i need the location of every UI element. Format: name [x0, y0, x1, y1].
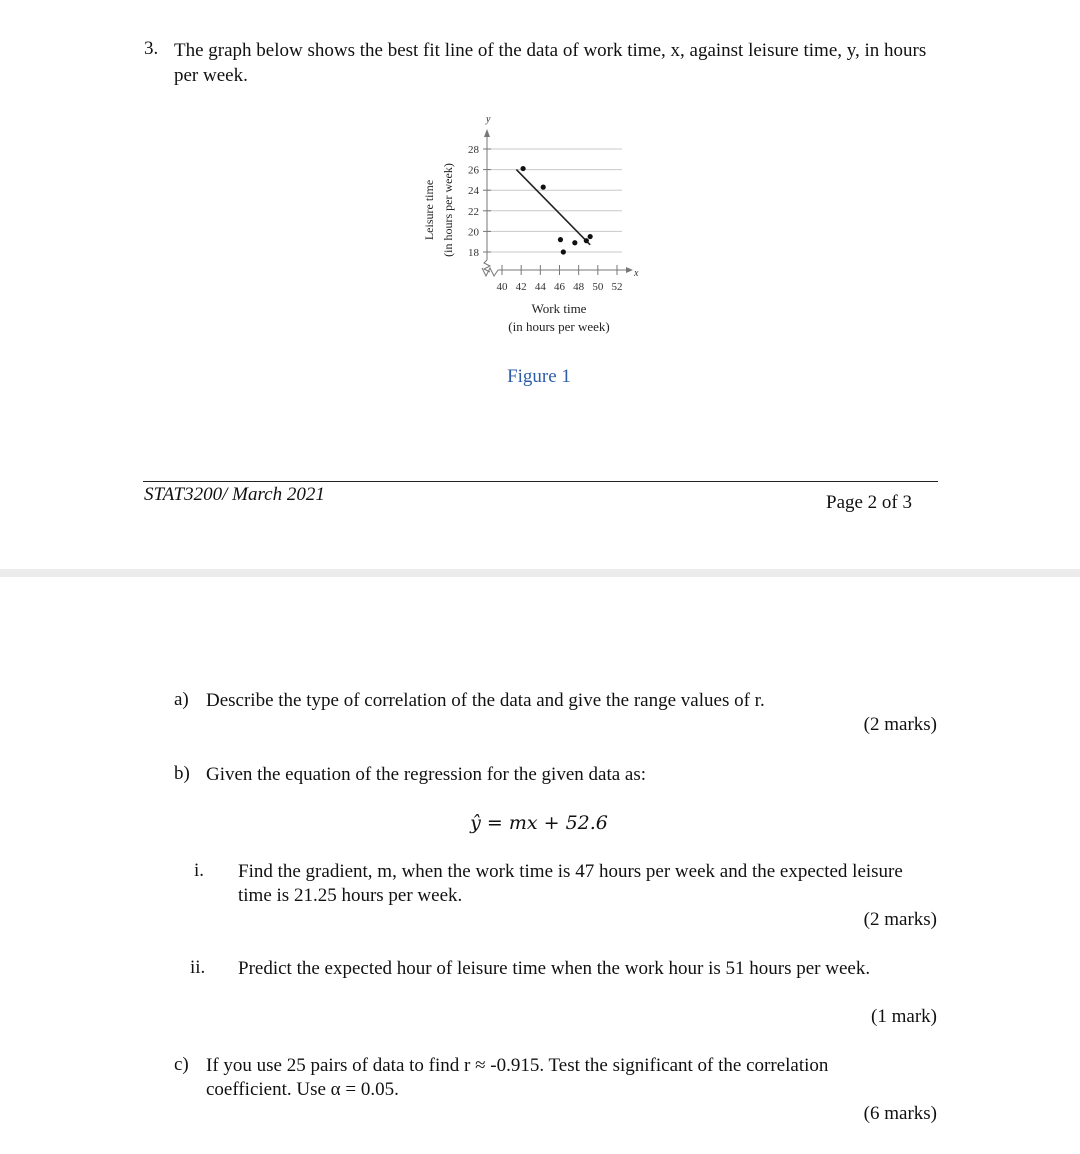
y-tick-label: 28 [468, 144, 479, 156]
part-b-text: Given the equation of the regression for the given data as: [206, 764, 647, 785]
part-a-text: Describe the type of correlation of the data and give the range values of r. [206, 690, 765, 711]
y-axis-label-line2: (in hours per week) [441, 163, 455, 257]
part-b-label: b) [174, 763, 190, 784]
part-b-i-label: i. [194, 860, 205, 881]
best-fit-line [516, 170, 590, 245]
x-tick-label: 44 [534, 281, 546, 293]
footer-course-code: STAT3200/ March 2021 [144, 484, 325, 505]
y-axis-label-line1: Leisure time [422, 179, 436, 241]
part-b-i-marks: (2 marks) [863, 909, 937, 930]
y-tick-label: 20 [468, 226, 479, 239]
data-point [561, 249, 566, 254]
page-separator [0, 569, 1080, 577]
data-point [541, 185, 546, 190]
y-tick-label: 24 [468, 185, 479, 198]
part-b-ii-text: Predict the expected hour of leisure time when the work hour is 51 hours per week. [238, 958, 871, 979]
part-b-ii-label: ii. [190, 957, 206, 978]
part-c-label: c) [174, 1054, 189, 1075]
part-c-text: If you use 25 pairs of data to find r ≈ -0.915. Test the significant of the correlation coefficient. Use α = 0.05. [206, 1055, 829, 1100]
question-text: The graph below shows the best fit line of the data of work time, x, against leisure time, y, in hours per week. [174, 40, 927, 86]
y-tick-label: 22 [468, 205, 479, 218]
data-point [558, 237, 563, 242]
y-tick-label: 18 [468, 247, 479, 259]
part-a-marks: (2 marks) [863, 714, 937, 735]
x-tick-label: 48 [573, 281, 585, 293]
x-tick-label: 42 [515, 281, 527, 293]
part-a-label: a) [174, 689, 189, 710]
footer-divider [143, 481, 938, 482]
x-tick-label: 40 [496, 281, 508, 293]
part-b-ii-marks: (1 mark) [871, 1006, 937, 1027]
data-point [520, 166, 525, 171]
data-point [584, 238, 589, 243]
regression-equation: ŷ = mx + 52.6 [470, 812, 608, 834]
y-axis-arrow [484, 129, 490, 137]
data-point [572, 240, 577, 245]
footer-page-number: Page 2 of 3 [826, 492, 913, 513]
x-tick-label: 52 [611, 281, 623, 293]
y-axis-letter: y [486, 114, 491, 125]
y-tick-label: 26 [468, 164, 479, 177]
x-axis-label-line1: Work time [531, 301, 587, 316]
x-axis-label-line2: (in hours per week) [508, 319, 610, 334]
figure-caption: Figure 1 [507, 366, 571, 387]
part-b-i-text: Find the gradient, m, when the work time is 47 hours per week and the expected leisure time is 21.25 hours per week. [238, 861, 903, 906]
scatter-chart [400, 110, 660, 342]
data-point [588, 234, 593, 239]
x-axis-letter: x [634, 268, 639, 279]
x-axis-arrow [626, 267, 633, 273]
x-tick-label: 46 [554, 281, 565, 293]
x-tick-label: 50 [592, 281, 604, 293]
part-c-marks: (6 marks) [863, 1103, 937, 1124]
question-number: 3. [144, 38, 159, 59]
